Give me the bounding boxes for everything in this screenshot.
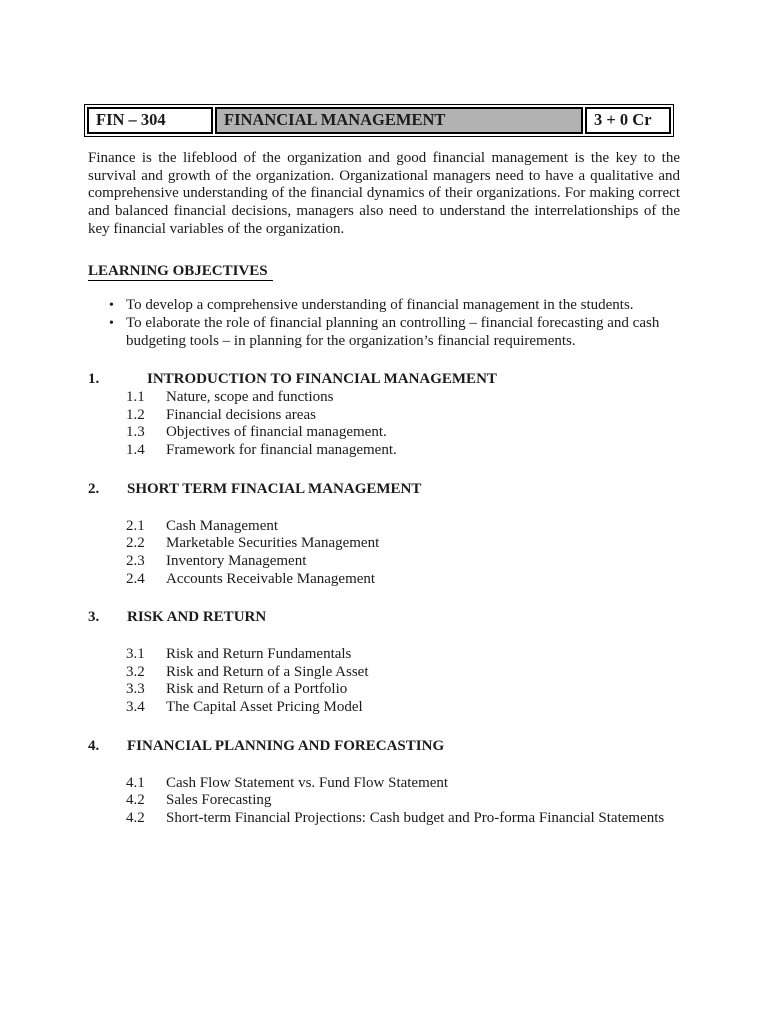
section-title: RISK AND RETURN xyxy=(127,609,267,626)
item-text: Risk and Return of a Portfolio xyxy=(166,681,348,698)
list-item xyxy=(88,553,680,571)
item-text: The Capital Asset Pricing Model xyxy=(166,699,363,716)
list-item xyxy=(88,571,680,589)
list-item xyxy=(88,792,680,810)
item-text: Short-term Financial Projections: Cash budget and Pro-forma Financial Statements xyxy=(166,809,665,826)
bullet-icon: • xyxy=(109,315,114,331)
document-content xyxy=(88,104,680,828)
item-number: 1.1 xyxy=(126,389,145,406)
section-heading xyxy=(88,609,680,627)
list-item xyxy=(88,407,680,425)
item-number: 4.2 xyxy=(126,792,145,809)
item-text: Framework for financial management. xyxy=(166,442,397,459)
section-items xyxy=(88,646,680,717)
item-text: Inventory Management xyxy=(166,552,307,569)
intro-paragraph: Finance is the lifeblood of the organization and good financial management is the key to the survival and growth of the organization. Organizational managers need to have a qualitative and comprehensive understanding of the financial dynamics of their organizations. For making correct and balanced financial decisions, managers also need to understand the interrelationships of the key financial variables of the organization. xyxy=(88,150,680,237)
section-items xyxy=(88,518,680,589)
item-text: Marketable Securities Management xyxy=(166,535,380,552)
item-number: 2.3 xyxy=(126,552,145,569)
course-title-cell: FINANCIAL MANAGEMENT xyxy=(215,107,583,134)
item-number: 2.1 xyxy=(126,517,145,534)
item-text: Financial decisions areas xyxy=(166,406,316,423)
list-item xyxy=(88,699,680,717)
objective-text: To elaborate the role of financial planning an controlling – financial forecasting and cash budgeting tools – in planning for the organization’s financial requirements. xyxy=(126,314,660,349)
list-item xyxy=(88,389,680,407)
item-text: Risk and Return Fundamentals xyxy=(166,646,352,663)
section-number: 1. xyxy=(88,371,100,388)
section-title: FINANCIAL PLANNING AND FORECASTING xyxy=(127,737,445,754)
section-items xyxy=(88,775,680,828)
section-number: 2. xyxy=(88,480,100,497)
section-planning-forecasting xyxy=(88,738,680,828)
item-text: Nature, scope and functions xyxy=(166,389,334,406)
course-credits-cell: 3 + 0 Cr xyxy=(585,107,671,134)
list-item xyxy=(88,442,680,460)
item-number: 1.2 xyxy=(126,406,145,423)
objectives-list xyxy=(88,297,680,350)
item-number: 1.3 xyxy=(126,424,145,441)
list-item xyxy=(88,664,680,682)
item-text: Accounts Receivable Management xyxy=(166,570,376,587)
list-item xyxy=(88,810,680,828)
item-number: 4.2 xyxy=(126,809,145,826)
item-number: 1.4 xyxy=(126,442,145,459)
item-number: 4.1 xyxy=(126,774,145,791)
list-item xyxy=(88,518,680,536)
list-item xyxy=(88,681,680,699)
objective-item xyxy=(88,315,680,350)
objective-text: To develop a comprehensive understanding of financial management in the students. xyxy=(126,297,634,314)
section-heading xyxy=(88,738,680,756)
course-header-row xyxy=(87,107,671,134)
list-item xyxy=(88,775,680,793)
bullet-icon: • xyxy=(109,298,114,314)
list-item xyxy=(88,535,680,553)
section-heading xyxy=(88,481,680,499)
item-text: Risk and Return of a Single Asset xyxy=(166,663,369,680)
item-text: Sales Forecasting xyxy=(166,792,272,809)
list-item xyxy=(88,424,680,442)
item-number: 3.2 xyxy=(126,663,145,680)
course-header-table xyxy=(84,104,674,137)
section-number: 3. xyxy=(88,609,100,626)
item-number: 3.3 xyxy=(126,681,145,698)
section-items xyxy=(88,389,680,460)
item-text: Cash Flow Statement vs. Fund Flow Statement xyxy=(166,774,449,791)
item-text: Objectives of financial management. xyxy=(166,424,387,441)
list-item xyxy=(88,646,680,664)
section-heading xyxy=(88,371,680,389)
item-number: 3.4 xyxy=(126,699,145,716)
item-number: 2.4 xyxy=(126,570,145,587)
section-title: SHORT TERM FINACIAL MANAGEMENT xyxy=(127,480,422,497)
section-title: INTRODUCTION TO FINANCIAL MANAGEMENT xyxy=(147,371,497,388)
objective-item xyxy=(88,297,680,315)
section-introduction xyxy=(88,371,680,460)
item-number: 3.1 xyxy=(126,646,145,663)
learning-objectives-heading: LEARNING OBJECTIVES xyxy=(88,263,680,281)
item-number: 2.2 xyxy=(126,535,145,552)
section-number: 4. xyxy=(88,737,100,754)
section-short-term xyxy=(88,481,680,589)
item-text: Cash Management xyxy=(166,517,279,534)
section-risk-return xyxy=(88,609,680,717)
course-code-cell: FIN – 304 xyxy=(87,107,213,134)
